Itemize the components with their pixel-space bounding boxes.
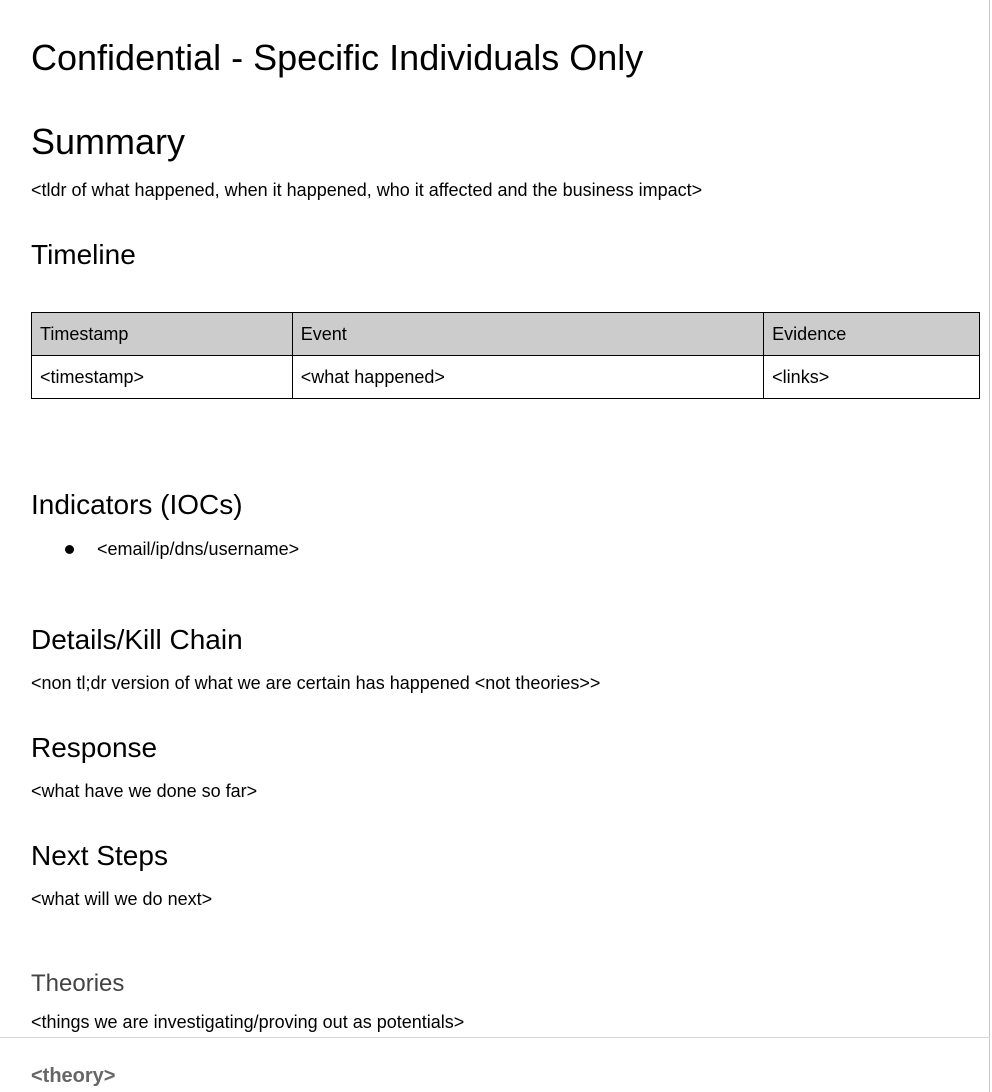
- details-text: <non tl;dr version of what we are certain has happened <not theories>>: [31, 673, 601, 693]
- column-header-timestamp: Timestamp: [32, 313, 293, 356]
- response-heading: Response: [31, 732, 158, 763]
- table-header-row: [32, 313, 980, 356]
- theory-subheading: <theory>: [31, 1065, 116, 1087]
- summary-text: <tldr of what happened, when it happened, who it affected and the business impact>: [31, 180, 703, 200]
- table-cell-timestamp: <timestamp>: [32, 356, 293, 399]
- response-text: <what have we done so far>: [31, 781, 258, 801]
- indicators-list: [62, 538, 299, 560]
- table-cell-event: <what happened>: [292, 356, 763, 399]
- column-header-evidence: Evidence: [764, 313, 980, 356]
- timeline-heading: Timeline: [31, 239, 136, 270]
- next-steps-heading: Next Steps: [31, 840, 168, 871]
- table-cell-evidence: <links>: [764, 356, 980, 399]
- details-heading: Details/Kill Chain: [31, 624, 243, 655]
- theories-heading: Theories: [31, 970, 125, 997]
- bullet-icon: [65, 545, 74, 554]
- next-steps-text: <what will we do next>: [31, 889, 213, 909]
- theories-text: <things we are investigating/proving out as potentials>: [31, 1012, 465, 1032]
- column-header-event: Event: [292, 313, 763, 356]
- list-item: [62, 538, 299, 560]
- timeline-table: [31, 312, 980, 399]
- table-row: [32, 356, 980, 399]
- page-break-divider: [0, 1037, 990, 1038]
- summary-heading: Summary: [31, 121, 186, 162]
- confidential-title: Confidential - Specific Individuals Only: [31, 37, 644, 78]
- indicators-heading: Indicators (IOCs): [31, 489, 243, 520]
- indicator-text: <email/ip/dns/username>: [97, 539, 300, 559]
